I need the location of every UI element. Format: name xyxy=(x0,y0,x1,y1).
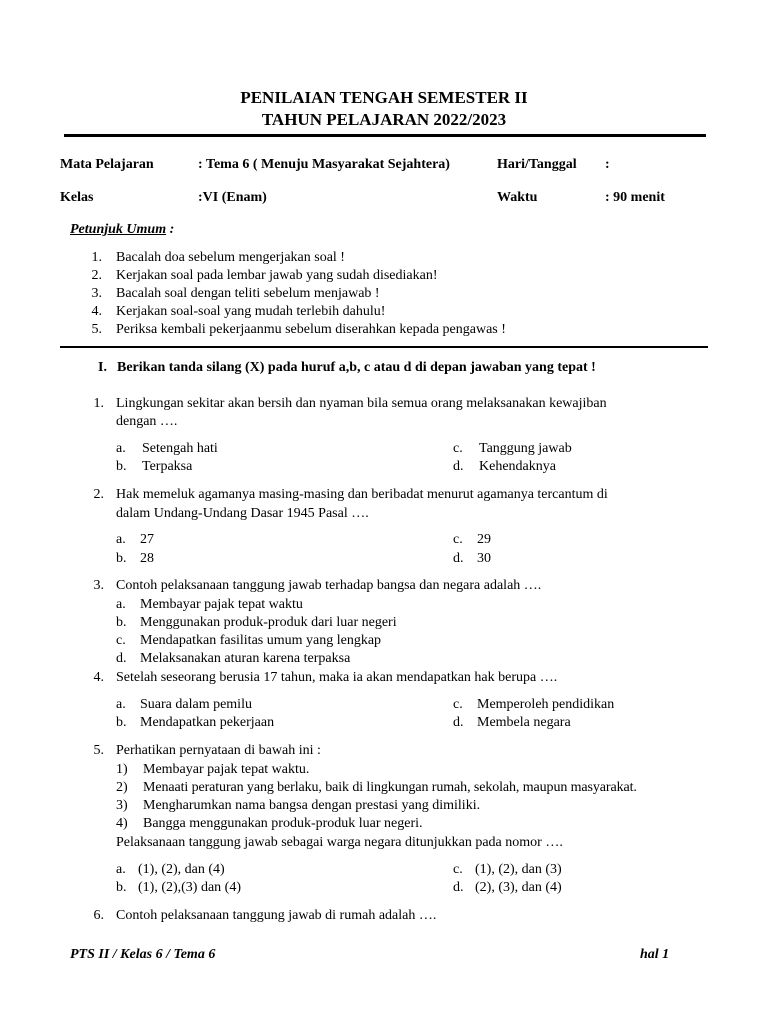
hari-value: : xyxy=(605,157,610,172)
petunjuk-item: Bacalah doa sebelum mengerjakan soal ! xyxy=(116,250,345,265)
q4-option-c: Memperoleh pendidikan xyxy=(477,697,615,712)
q3-text: Contoh pelaksanaan tanggung jawab terhadap bangsa dan negara adalah …. xyxy=(116,578,542,593)
q1-option-label: c. xyxy=(453,441,463,456)
q2-option-a: 27 xyxy=(140,532,154,547)
petunjuk-title: Petunjuk Umum xyxy=(70,222,167,237)
q5-text: Perhatikan pernyataan di bawah ini : xyxy=(116,743,321,758)
q2-option-b: 28 xyxy=(140,551,154,566)
q5-option-label: a. xyxy=(116,862,126,877)
mapel-label: Mata Pelajaran xyxy=(60,157,154,172)
q3-option-d: Melaksanakan aturan karena terpaksa xyxy=(140,651,351,666)
q1-option-label: d. xyxy=(453,459,464,474)
petunjuk-item: Kerjakan soal pada lembar jawab yang sudah disediakan! xyxy=(116,268,438,283)
q1-option-b: Terpaksa xyxy=(142,459,193,474)
q6-text: Contoh pelaksanaan tanggung jawab di rumah adalah …. xyxy=(116,908,437,923)
section-instruction: Berikan tanda silang (X) pada huruf a,b, c atau d di depan jawaban yang tepat ! xyxy=(117,360,596,375)
q3-option-a: Membayar pajak tepat waktu xyxy=(140,597,303,612)
q2-text-cont: dalam Undang-Undang Dasar 1945 Pasal …. xyxy=(116,506,369,521)
exam-title: PENILAIAN TENGAH SEMESTER II xyxy=(240,88,528,107)
petunjuk-num-1: 1. xyxy=(91,250,102,265)
waktu-value: : 90 menit xyxy=(605,190,665,205)
q4-option-label: c. xyxy=(453,697,463,712)
kelas-value: :VI (Enam) xyxy=(198,190,267,205)
q5-closing: Pelaksanaan tanggung jawab sebagai warga negara ditunjukkan pada nomor …. xyxy=(116,835,563,850)
q4-option-label: a. xyxy=(116,697,126,712)
petunjuk-item: Periksa kembali pekerjaanmu sebelum diserahkan kepada pengawas ! xyxy=(116,322,506,337)
q5-statement-num: 1) xyxy=(116,762,128,777)
waktu-label: Waktu xyxy=(497,190,538,205)
petunjuk-num-5: 5. xyxy=(91,322,102,337)
q4-option-a: Suara dalam pemilu xyxy=(140,697,252,712)
q3-option-label: d. xyxy=(116,651,127,666)
title-divider xyxy=(64,134,706,137)
q5-number: 5. xyxy=(93,743,104,758)
q5-option-d: (2), (3), dan (4) xyxy=(475,880,562,895)
q1-text-cont: dengan …. xyxy=(116,414,178,429)
q4-option-b: Mendapatkan pekerjaan xyxy=(140,715,275,730)
q1-option-a: Setengah hati xyxy=(142,441,218,456)
q3-option-c: Mendapatkan fasilitas umum yang lengkap xyxy=(140,633,382,648)
petunjuk-colon: : xyxy=(166,222,175,237)
petunjuk-num-4: 4. xyxy=(91,304,102,319)
q4-text: Setelah seseorang berusia 17 tahun, maka ia akan mendapatkan hak berupa …. xyxy=(116,670,558,685)
mapel-value: : Tema 6 ( Menuju Masyarakat Sejahtera) xyxy=(198,157,450,172)
q2-text: Hak memeluk agamanya masing-masing dan beribadat menurut agamanya tercantum di xyxy=(116,487,608,502)
q1-number: 1. xyxy=(93,396,104,411)
footer-left: PTS II / Kelas 6 / Tema 6 xyxy=(70,947,216,962)
q1-option-d: Kehendaknya xyxy=(479,459,556,474)
petunjuk-num-2: 2. xyxy=(91,268,102,283)
q4-option-d: Membela negara xyxy=(477,715,571,730)
q5-option-label: b. xyxy=(116,880,127,895)
q4-option-label: b. xyxy=(116,715,127,730)
q5-statement-3: Mengharumkan nama bangsa dengan prestasi yang dimiliki. xyxy=(143,798,481,813)
q2-option-label: c. xyxy=(453,532,463,547)
q5-option-label: d. xyxy=(453,880,464,895)
exam-year: TAHUN PELAJARAN 2022/2023 xyxy=(261,110,507,129)
q2-option-d: 30 xyxy=(477,551,491,566)
q3-option-label: b. xyxy=(116,615,127,630)
q5-option-a: (1), (2), dan (4) xyxy=(138,862,225,877)
section-numeral: I. xyxy=(98,360,107,375)
q1-text: Lingkungan sekitar akan bersih dan nyaman bila semua orang melaksanakan kewajiban xyxy=(116,396,607,411)
q5-option-b: (1), (2),(3) dan (4) xyxy=(138,880,242,895)
q2-option-label: a. xyxy=(116,532,126,547)
q3-option-label: c. xyxy=(116,633,126,648)
q5-statement-num: 2) xyxy=(116,780,128,795)
q5-option-label: c. xyxy=(453,862,463,877)
q2-number: 2. xyxy=(93,487,104,502)
petunjuk-num-3: 3. xyxy=(91,286,102,301)
petunjuk-heading xyxy=(70,222,174,238)
petunjuk-item: Bacalah soal dengan teliti sebelum menjawab ! xyxy=(116,286,380,301)
q4-number: 4. xyxy=(93,670,104,685)
q3-number: 3. xyxy=(93,578,104,593)
q5-statement-1: Membayar pajak tepat waktu. xyxy=(143,762,310,777)
q5-option-c: (1), (2), dan (3) xyxy=(475,862,562,877)
kelas-label: Kelas xyxy=(60,190,94,205)
section-divider xyxy=(60,346,708,348)
q2-option-label: b. xyxy=(116,551,127,566)
q5-statement-num: 3) xyxy=(116,798,128,813)
q5-statement-4: Bangga menggunakan produk-produk luar negeri. xyxy=(143,816,423,831)
q5-statement-num: 4) xyxy=(116,816,128,831)
q1-option-label: a. xyxy=(116,441,126,456)
page-number: hal 1 xyxy=(640,947,670,962)
q1-option-c: Tanggung jawab xyxy=(479,441,572,456)
q2-option-label: d. xyxy=(453,551,464,566)
q1-option-label: b. xyxy=(116,459,127,474)
q3-option-b: Menggunakan produk-produk dari luar negeri xyxy=(140,615,397,630)
petunjuk-item: Kerjakan soal-soal yang mudah terlebih dahulu! xyxy=(116,304,386,319)
q3-option-label: a. xyxy=(116,597,126,612)
q6-number: 6. xyxy=(93,908,104,923)
q4-option-label: d. xyxy=(453,715,464,730)
q2-option-c: 29 xyxy=(477,532,491,547)
q5-statement-2: Menaati peraturan yang berlaku, baik di lingkungan rumah, sekolah, maupun masyarakat. xyxy=(143,780,637,795)
hari-label: Hari/Tanggal xyxy=(497,157,577,172)
